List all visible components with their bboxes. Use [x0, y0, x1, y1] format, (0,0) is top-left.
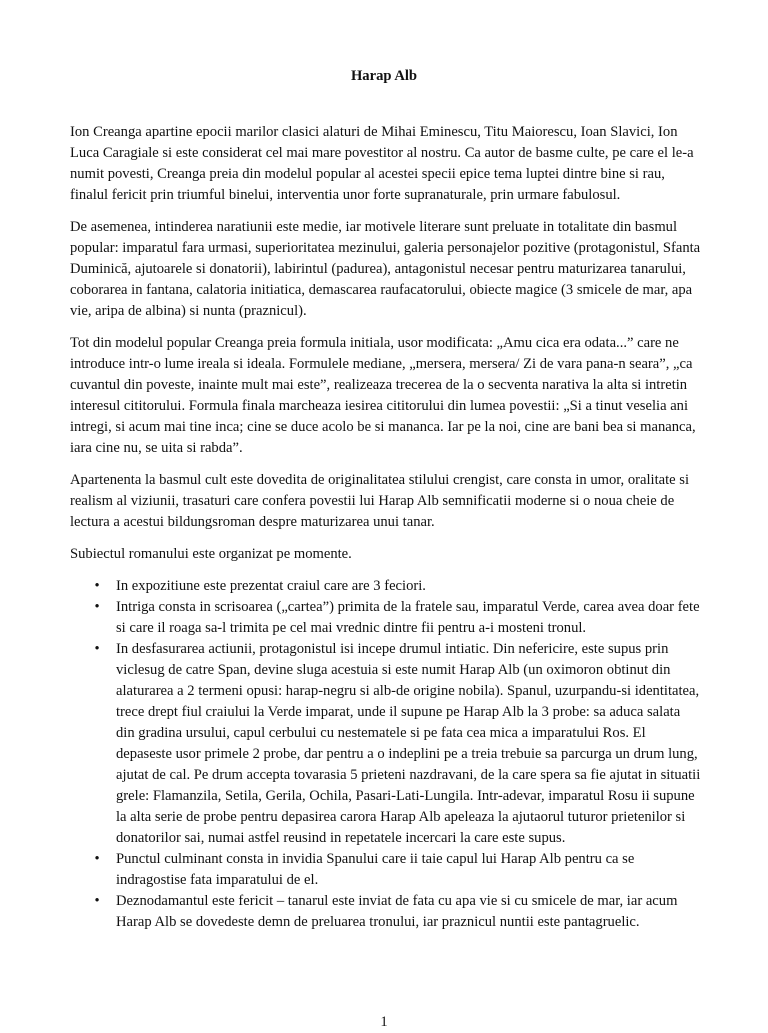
list-item-text: Deznodamantul este fericit – tanarul este inviat de fata cu apa vie si cu smicele de mar, iar acum Harap Alb se dovedeste demn de preluarea tronului, iar praznicul nuntii este pantagruelic.	[116, 893, 678, 930]
paragraph-intro-author: Ion Creanga apartine epocii marilor clasici alaturi de Mihai Eminescu, Titu Maiorescu, Ioan Slavici, Ion Luca Caragiale si este considerat cel mai mare povestitor al nostru. Ca autor de basme culte, pe care el le-a numit povesti, Creanga preia din modelul popular al acestei specii epice tema luptei dintre bine si rau, finalul fericit prin triumful binelui, interventia unor forte supranaturale, prin urmare fabulosul.	[70, 124, 694, 203]
plot-moments-list	[70, 576, 702, 933]
document-body	[70, 122, 702, 933]
paragraph-cult-tale: Apartenenta la basmul cult este dovedita de originalitatea stilului crengist, care consta in umor, oralitate si realism al viziunii, trasaturi care confera povestii lui Harap Alb semnificatii moderne si o noua cheie de lectura a acestui bildungsroman despre maturizarea unui tanar.	[70, 472, 690, 530]
bullet-icon: •	[94, 893, 100, 909]
bullet-icon: •	[94, 851, 100, 867]
list-item-text: In desfasurarea actiunii, protagonistul isi incepe drumul intiatic. Din nefericire, este supus prin viclesug de catre Span, devine sluga acestuia si este numit Harap Alb (un oximoron obtinut din alaturarea a 2 termeni opusi: harap-negru si alb-de origine nobila). Spanul, uzurpandu-si identitatea, trece drept fiul craiului la Verde imparat, unde il supune pe Harap Alb la 3 probe: sa aduca salata din gradina ursului, capul cerbului cu nestematele si pe fata cea mica a imparatului Ros. El depaseste usor primele 2 probe, dar pentru a o indeplini pe a treia trebuie sa parcurga un drum lung, ajutat de cal. Pe drum accepta tovarasia 5 prieteni nazdravani, de la care spera sa fie ajutat in situatii grele: Flamanzila, Setila, Gerila, Ochila, Pasari-Lati-Lungila. Intr-adevar, imparatul Rosu ii supune la alta serie de probe pentru depasirea carora Harap Alb apeleaza la ajutaorul tuturor prietenilor si donatorilor sai, numai astfel reusind in repetatele incercari la care este supus.	[116, 641, 701, 846]
paragraph-subject: Subiectul romanului este organizat pe momente.	[70, 546, 352, 562]
paragraph-motifs: De asemenea, intinderea naratiunii este medie, iar motivele literare sunt preluate in totalitate din basmul popular: imparatul fara urmasi, superioritatea mezinului, galeria personajelor pozitive (protagonistul, Sfanta Duminică, ajutoarele si donatorii), labirintul (padurea), antagonistul necesar pentru maturizarea tanarului, coborarea in fantana, calatoria initiatica, demascarea raufacatorului, obiecte magice (3 smicele de mar, apa vie, aripa de albina) si nunta (praznicul).	[70, 219, 701, 319]
list-item	[70, 849, 702, 891]
bullet-icon: •	[94, 641, 100, 657]
page-number: 1	[380, 1014, 388, 1030]
list-item	[70, 639, 702, 849]
bullet-icon: •	[94, 599, 100, 615]
list-item-text: Punctul culminant consta in invidia Spanului care ii taie capul lui Harap Alb pentru ca se indragostise fata imparatului de el.	[116, 851, 635, 888]
list-item	[70, 576, 702, 597]
page-title: Harap Alb	[350, 68, 418, 84]
list-item	[70, 597, 702, 639]
bullet-icon: •	[94, 578, 100, 594]
paragraph-formulas: Tot din modelul popular Creanga preia formula initiala, usor modificata: „Amu cica era odata...” care ne introduce intr-o lume ireala si ideala. Formulele mediane, „mersera, mersera/ Zi de vara pana-n seara”, „ca cuvantul din poveste, inainte mult mai este”, realizeaza trecerea de la o secventa narativa la alta si intretin interesul cititorului. Formula finala marcheaza iesirea cititorului din lumea povestii: „Si a tinut veselia ani intregi, si acum mai tine inca; cine se duce acolo be si mananca. Iar pe la noi, cine are bani bea si mananca, iara cine nu, se uita si rabda”.	[70, 335, 696, 456]
list-item-text: In expozitiune este prezentat craiul care are 3 feciori.	[116, 578, 426, 594]
list-item	[70, 891, 702, 933]
list-item-text: Intriga consta in scrisoarea („cartea”) primita de la fratele sau, imparatul Verde, carea avea doar fete si care il roaga sa-l trimita pe cel mai vrednic dintre fii pentru a-i mosteni tronul.	[116, 599, 700, 636]
